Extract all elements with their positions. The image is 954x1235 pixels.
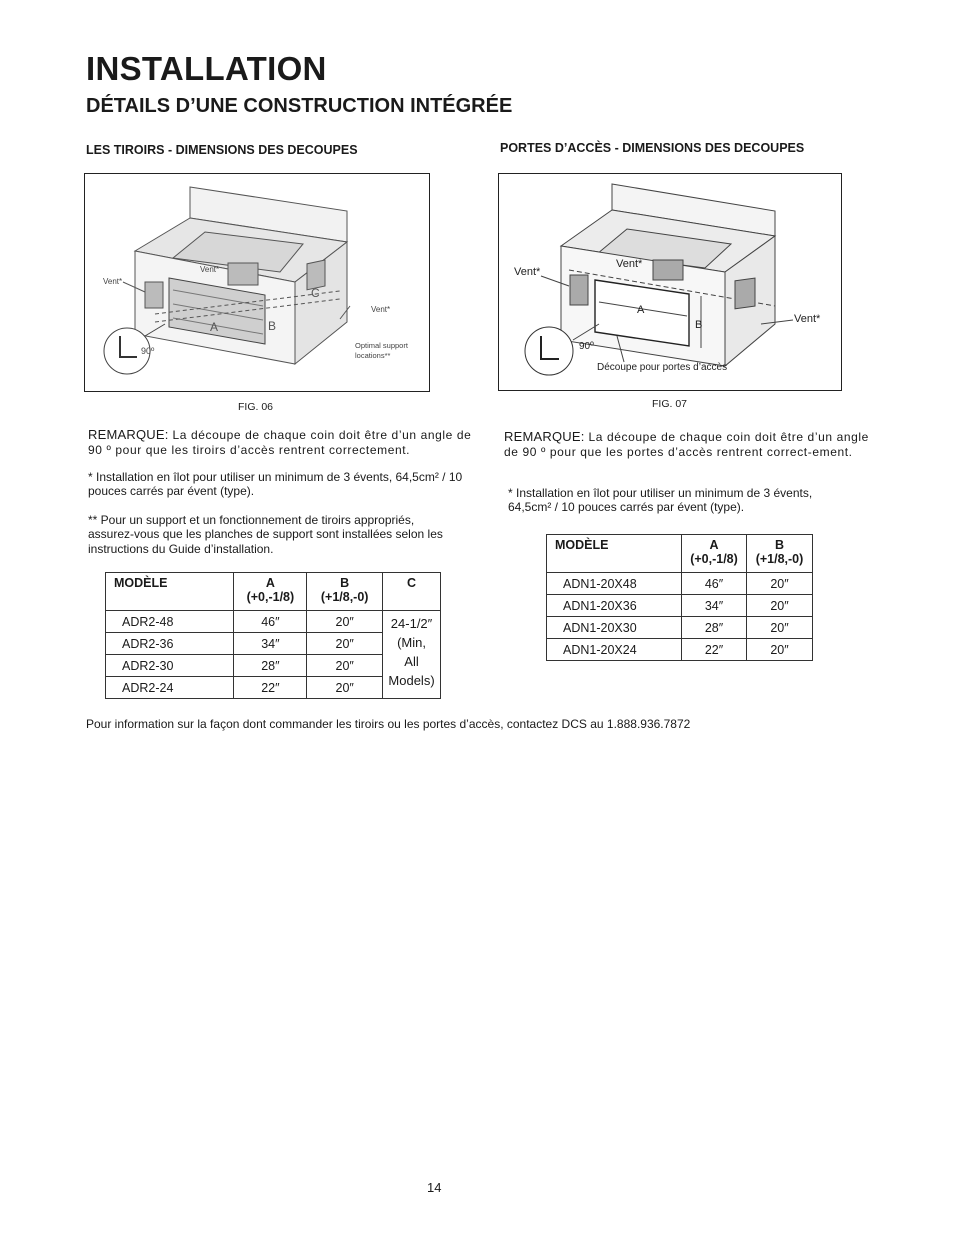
fig06-dimension-a: A [210, 320, 219, 334]
doors-heading: PORTES D’ACCÈS - DIMENSIONS DES DECOUPES [500, 141, 805, 155]
doors-col-model: MODÈLE [547, 535, 682, 573]
doors-model-cell: ADN1-20X48 [547, 573, 682, 595]
fig06-illustration [84, 173, 430, 392]
doors-col-a: A (+0,-1/8) [682, 535, 747, 573]
drawers-col-a: A (+0,-1/8) [234, 573, 307, 611]
fig06-vent-left-label: Vent* [103, 277, 123, 286]
fig06-caption: FIG. 06 [238, 401, 274, 413]
table-row [106, 611, 441, 633]
fig07-dimension-a: A [637, 304, 645, 316]
fig06-dimension-b: B [268, 319, 277, 333]
drawers-b-cell: 20″ [307, 633, 383, 655]
doors-vent-note: * Installation en îlot pour utiliser un minimum de 3 évents, 64,5cm² / 10 pouces carrés par évent (type). [508, 486, 813, 515]
fig06-drawing [85, 174, 429, 391]
fig06-angle-label: 90º [141, 346, 155, 356]
page-number: 14 [427, 1180, 442, 1195]
drawers-support-note: ** Pour un support et un fonctionnement de tiroirs appropriés, assurez-vous que les planches de support sont installées selon les instructions du Guide d’installation. [88, 513, 443, 556]
page-subtitle: DÉTAILS D’UNE CONSTRUCTION INTÉGRÉE [86, 95, 513, 117]
drawers-note-heading: REMARQUE: [88, 427, 169, 442]
fig06-support-label-2: locations** [355, 351, 391, 360]
doors-b-cell: 20″ [747, 617, 813, 639]
fig07-cutout-label: Découpe pour portes d’accès [597, 362, 728, 373]
page-title: INSTALLATION [86, 50, 327, 87]
drawers-model-cell: ADR2-48 [106, 611, 234, 633]
fig07-drawing [499, 174, 841, 390]
drawers-c-cell: 24-1/2″ (Min, All Models) [383, 611, 441, 699]
drawers-a-cell: 34″ [234, 633, 307, 655]
drawers-col-c: C [383, 573, 441, 611]
doors-note [504, 430, 869, 460]
drawers-a-cell: 46″ [234, 611, 307, 633]
drawers-a-cell: 22″ [234, 677, 307, 699]
fig07-vent-left-label: Vent* [514, 266, 541, 278]
drawers-a-cell: 28″ [234, 655, 307, 677]
doors-a-cell: 22″ [682, 639, 747, 661]
doors-note-heading: REMARQUE: [504, 429, 585, 444]
drawers-model-cell: ADR2-36 [106, 633, 234, 655]
doors-b-cell: 20″ [747, 595, 813, 617]
fig06-dimension-c: C [311, 286, 320, 300]
drawers-note-body: La découpe de chaque coin doit être d’un angle de 90 º pour que les tiroirs d’accès rentrent correctement. [88, 428, 472, 457]
doors-model-cell: ADN1-20X30 [547, 617, 682, 639]
doors-col-b: B (+1/8,-0) [747, 535, 813, 573]
contact-footer: Pour information sur la façon dont commander les tiroirs ou les portes d’accès, contactez DCS au 1.888.936.7872 [86, 717, 691, 731]
doors-b-cell: 20″ [747, 639, 813, 661]
drawers-model-cell: ADR2-24 [106, 677, 234, 699]
doors-model-cell: ADN1-20X36 [547, 595, 682, 617]
drawers-col-b: B (+1/8,-0) [307, 573, 383, 611]
drawers-col-model: MODÈLE [106, 573, 234, 611]
doors-a-cell: 34″ [682, 595, 747, 617]
drawers-b-cell: 20″ [307, 677, 383, 699]
doors-model-cell: ADN1-20X24 [547, 639, 682, 661]
fig07-illustration [498, 173, 842, 391]
fig07-vent-right-label: Vent* [794, 313, 821, 325]
fig06-vent-top-label: Vent* [200, 265, 220, 274]
drawers-b-cell: 20″ [307, 611, 383, 633]
drawers-heading: LES TIROIRS - DIMENSIONS DES DECOUPES [86, 143, 358, 157]
doors-a-cell: 46″ [682, 573, 747, 595]
table-row [547, 595, 813, 617]
table-row [547, 573, 813, 595]
fig07-vent-top-label: Vent* [616, 258, 643, 270]
doors-dimensions-table [546, 534, 813, 661]
table-row [547, 639, 813, 661]
fig07-angle-label: 90º [579, 341, 594, 352]
drawers-vent-note: * Installation en îlot pour utiliser un minimum de 3 évents, 64,5cm² / 10 pouces carrés par évent (type). [88, 470, 463, 499]
fig06-vent-right-label: Vent* [371, 305, 391, 314]
table-row [547, 617, 813, 639]
drawers-b-cell: 20″ [307, 655, 383, 677]
doors-a-cell: 28″ [682, 617, 747, 639]
doors-note-body: La découpe de chaque coin doit être d’un angle de 90 º pour que les portes d’accès rentrent correct-ement. [504, 430, 869, 459]
doors-b-cell: 20″ [747, 573, 813, 595]
fig07-caption: FIG. 07 [652, 398, 688, 410]
fig06-support-label-1: Optimal support [355, 341, 408, 350]
drawers-note [88, 428, 473, 458]
fig07-dimension-b: B [695, 319, 703, 331]
drawers-model-cell: ADR2-30 [106, 655, 234, 677]
drawers-dimensions-table [105, 572, 441, 699]
